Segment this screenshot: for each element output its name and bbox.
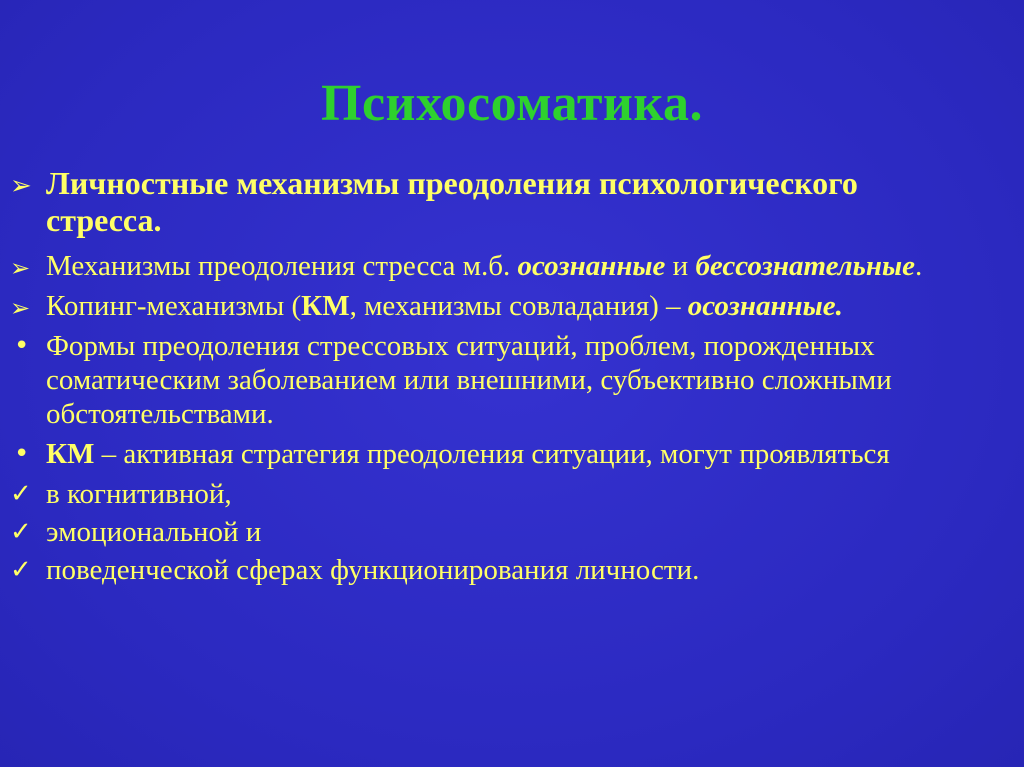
item-text: Копинг-механизмы ( [46, 290, 302, 322]
item-emphasis: осознанные. [687, 290, 843, 322]
item-strong: КМ [46, 438, 95, 470]
list-item [0, 553, 1024, 587]
item-emphasis: бессознательные [695, 250, 916, 282]
list-item [0, 165, 1024, 239]
item-text: Механизмы преодоления стресса м.б. [46, 250, 518, 282]
checkmark-bullet-icon: ✓ [10, 479, 32, 509]
dot-bullet-icon: • [14, 331, 30, 361]
bullet-list [0, 165, 1024, 591]
list-item [0, 289, 1024, 323]
item-text: – активная стратегия преодоления ситуации, могут проявляться [94, 438, 890, 470]
item-text: в когнитивной, [46, 478, 232, 510]
item-text: Формы преодоления стрессовых ситуаций, проблем, порожденных соматическим заболеванием или внешними, субъективно сложными обстоятельствами. [46, 330, 892, 430]
arrow-bullet-icon: ➢ [10, 171, 32, 201]
checkmark-bullet-icon: ✓ [10, 555, 32, 585]
item-text: поведенческой сферах функционирования личности. [46, 554, 700, 586]
arrow-bullet-icon: ➢ [10, 294, 31, 322]
item-text: Личностные механизмы преодоления психологического стресса. [46, 165, 858, 238]
list-item [0, 249, 1024, 283]
item-text: . [915, 250, 923, 282]
slide-title: Психосоматика. [321, 75, 703, 132]
arrow-bullet-icon: ➢ [10, 254, 31, 282]
item-strong: КМ [301, 290, 350, 322]
list-item [0, 437, 1024, 471]
checkmark-bullet-icon: ✓ [10, 517, 32, 547]
item-emphasis: осознанные [517, 250, 666, 282]
item-text: и [665, 250, 696, 282]
list-item [0, 329, 1024, 431]
item-text: , механизмы совладания) – [349, 290, 688, 322]
list-item [0, 477, 1024, 511]
list-item [0, 515, 1024, 549]
dot-bullet-icon: • [14, 439, 30, 469]
item-text: эмоциональной и [46, 516, 262, 548]
